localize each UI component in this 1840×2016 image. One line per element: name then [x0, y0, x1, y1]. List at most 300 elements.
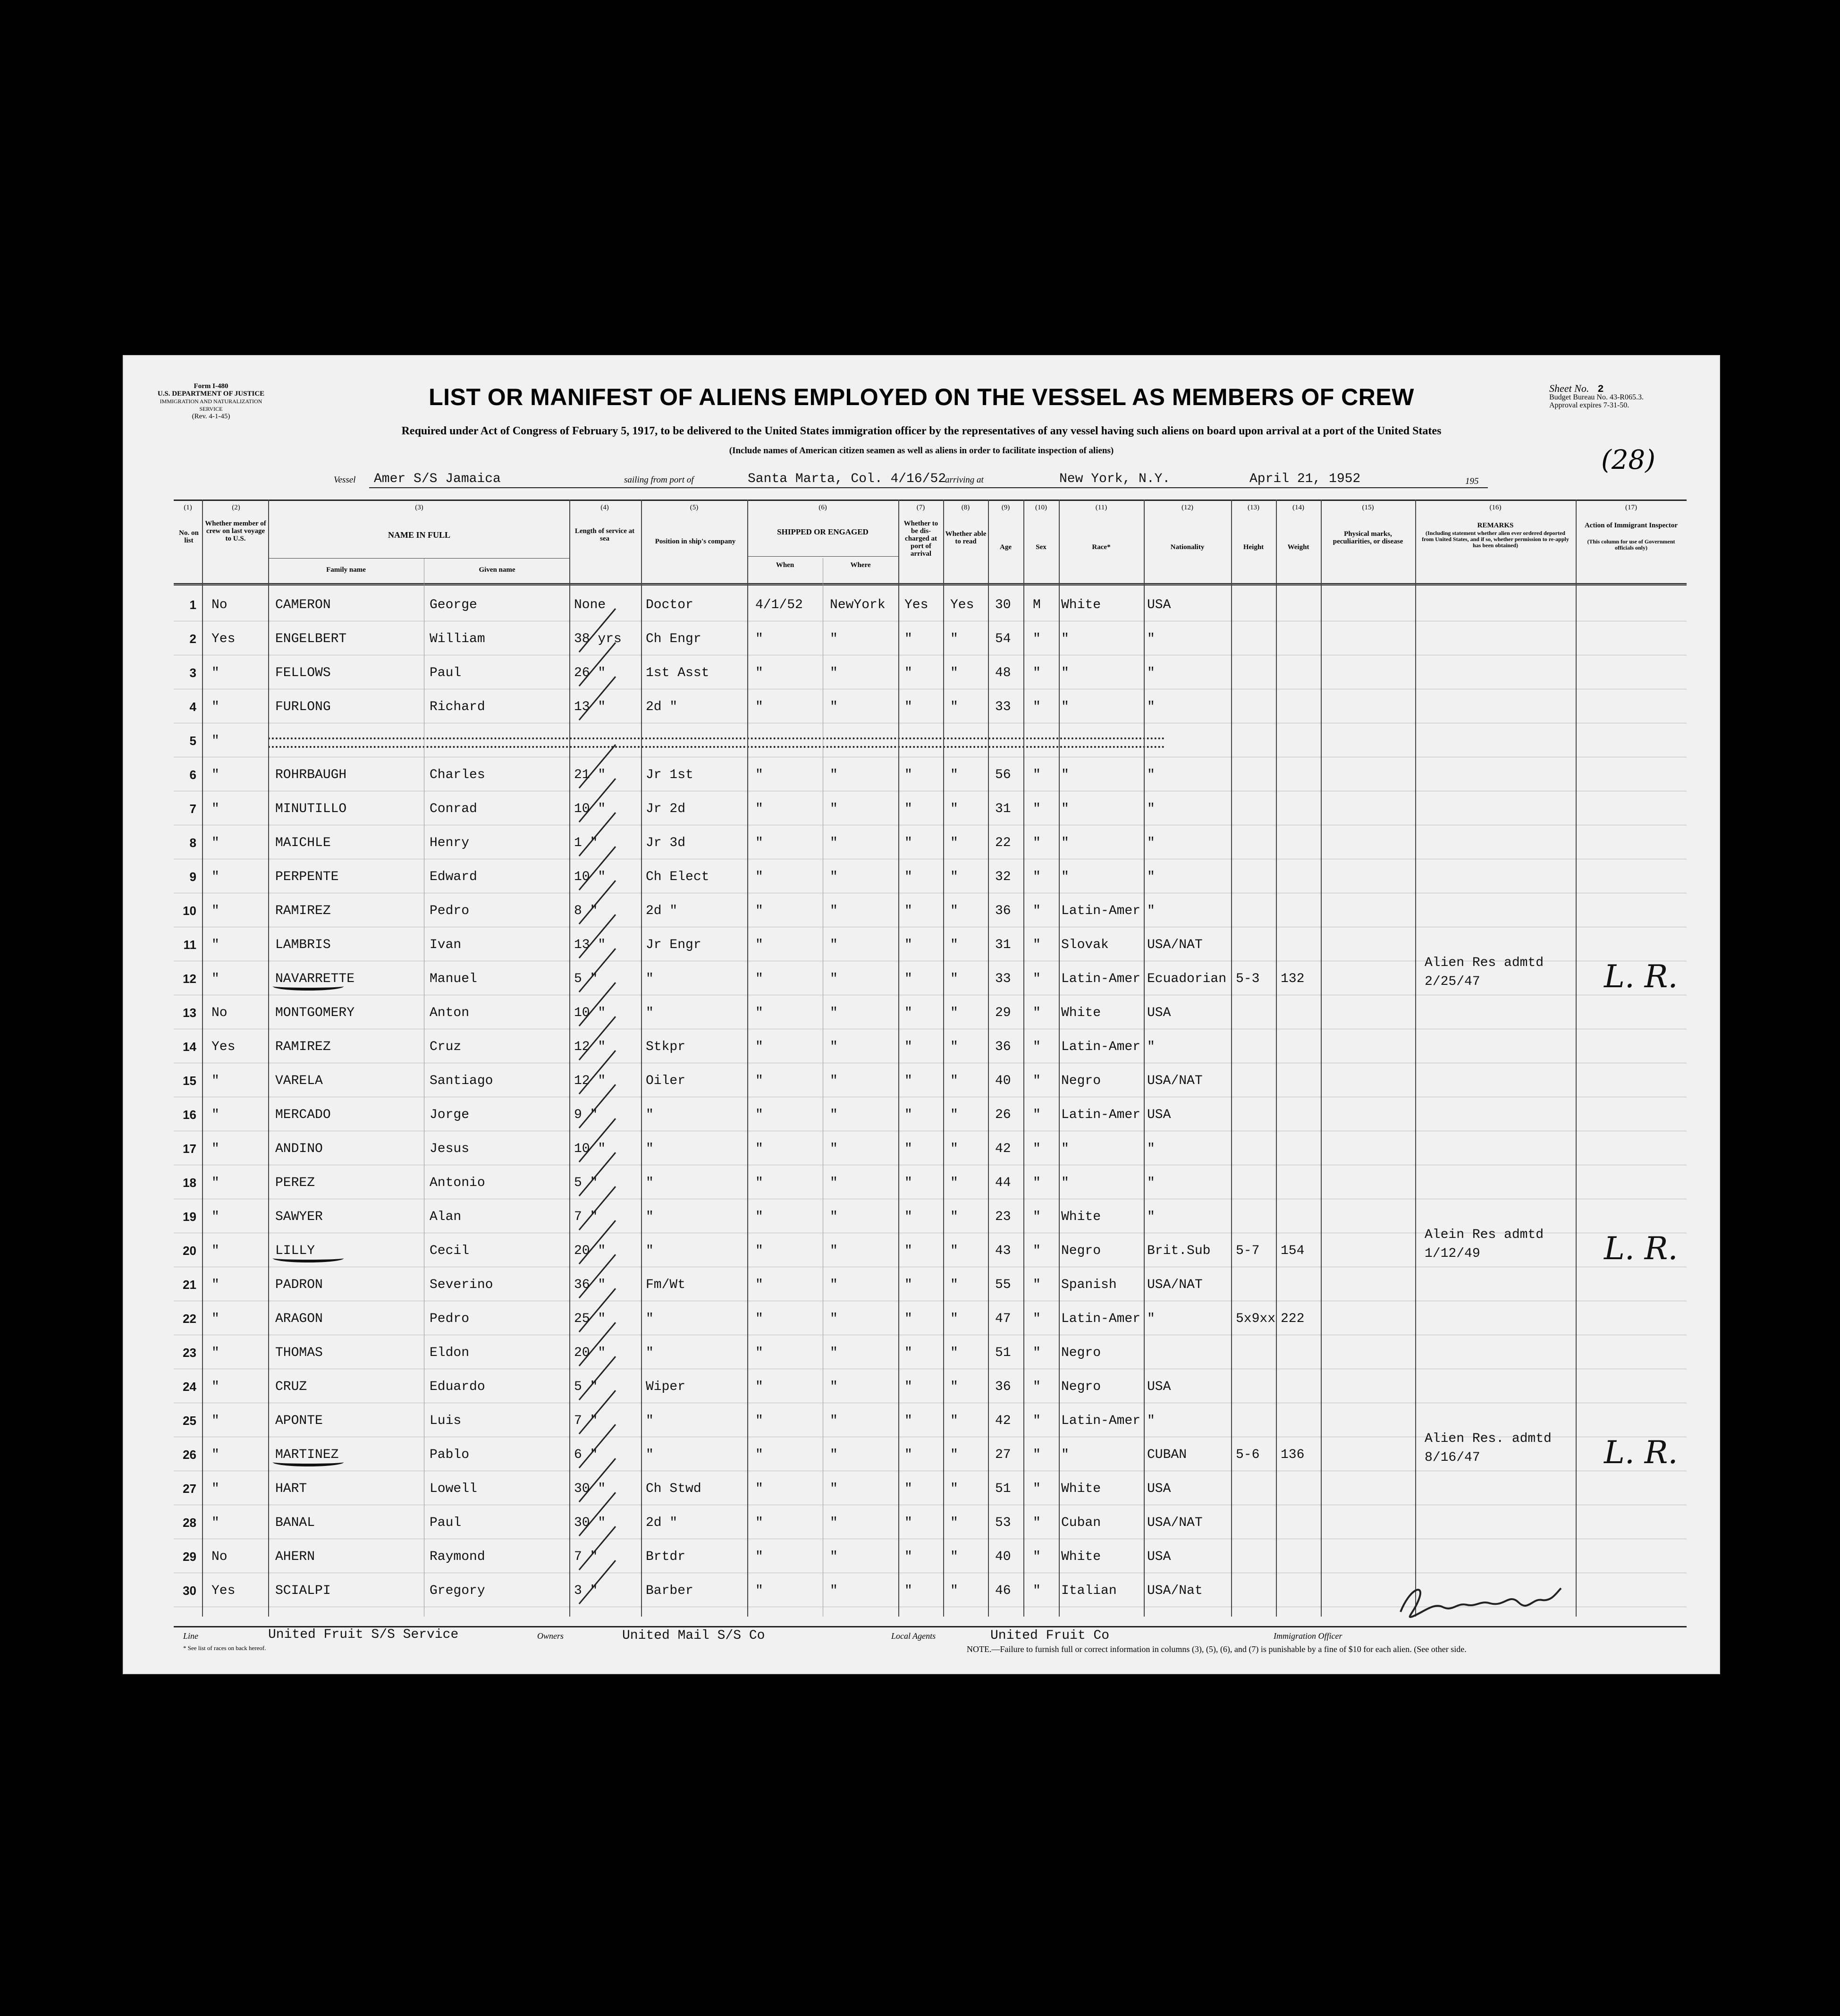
cell-read: " [950, 1414, 958, 1428]
cell-last: Yes [211, 1040, 236, 1054]
cell-length: 12 " [574, 1074, 606, 1088]
cell-age: 55 [995, 1278, 1011, 1292]
cell-nationality: " [1147, 1312, 1155, 1326]
cell-position: Ch Engr [646, 632, 701, 646]
colnum-16: (16) [1489, 504, 1502, 511]
cell-family-name: MINUTILLO [275, 802, 347, 816]
colnum-11: (11) [1095, 504, 1107, 511]
cell-sex: " [1033, 972, 1041, 986]
colnum-10: (10) [1035, 504, 1047, 511]
cell-family-name: ENGELBERT [275, 632, 347, 646]
cell-nationality: USA/NAT [1147, 1516, 1203, 1530]
header-remarks-sub: (Including statement whether alien ever ordered deported from United States, and if so, whether permission to re-apply has been obtained) [1422, 530, 1569, 549]
cell-given-name: Jesus [430, 1142, 470, 1156]
cell-sex: " [1033, 1516, 1041, 1530]
cell-length: 13 " [574, 938, 606, 952]
vessel-name: Amer S/S Jamaica [374, 472, 501, 486]
cell-row-number: 1 [189, 598, 196, 612]
page-subtitle: Required under Act of Congress of February 5, 1917, to be delivered to the United States immigration officer by the representatives of any vessel having such aliens on board upon arrival at a port of the United States [401, 425, 1442, 437]
cell-row-number: 14 [183, 1040, 196, 1054]
cell-where: " [830, 1516, 838, 1530]
cell-race: Latin-Amer [1061, 972, 1141, 986]
cell-age: 42 [995, 1142, 1011, 1156]
cell-race: White [1061, 1550, 1101, 1564]
service-name: IMMIGRATION AND NATURALIZATION SERVICE [160, 398, 262, 412]
cell-discharged: " [904, 1414, 912, 1428]
cell-given-name: Charles [430, 768, 485, 782]
header-member-last: Whether member of crew on last voyage to U.S. [205, 520, 266, 542]
table-row [174, 956, 1687, 995]
cell-where: " [830, 972, 838, 986]
cell-last: No [211, 1550, 228, 1564]
cell-length: 7 " [574, 1414, 598, 1428]
cell-last: " [211, 1482, 219, 1496]
cell-length: 20 " [574, 1346, 606, 1360]
cell-sex: " [1033, 1006, 1041, 1020]
header-action: Action of Immigrant Inspector [1584, 522, 1678, 529]
cell-nationality: Ecuadorian [1147, 972, 1227, 986]
cell-family-name: FELLOWS [275, 666, 331, 680]
cell-read: " [950, 1448, 958, 1462]
cell-last: " [211, 870, 219, 884]
cell-where: " [830, 1550, 838, 1564]
cell-discharged: " [904, 1176, 912, 1190]
table-row [174, 1029, 1687, 1063]
cell-row-number: 5 [189, 734, 196, 748]
cell-given-name: Severino [430, 1278, 493, 1292]
cell-position: " [646, 1312, 654, 1326]
cell-age: 29 [995, 1006, 1011, 1020]
cell-sex: " [1033, 1414, 1041, 1428]
header-read: Whether able to read [945, 530, 987, 545]
cell-discharged: Yes [904, 598, 928, 612]
cell-when: " [755, 1584, 763, 1598]
cell-sex: " [1033, 700, 1041, 714]
cell-last: " [211, 1108, 219, 1122]
cell-read: " [950, 1108, 958, 1122]
sheet-label: Sheet No. [1549, 382, 1589, 394]
cell-when: " [755, 870, 763, 884]
cell-discharged: " [904, 904, 912, 918]
cell-family-name: LAMBRIS [275, 938, 331, 952]
cell-discharged: " [904, 836, 912, 850]
cell-read: " [950, 972, 958, 986]
cell-position: Wiper [646, 1380, 686, 1394]
cell-position: " [646, 1346, 654, 1360]
cell-weight: 154 [1281, 1244, 1305, 1258]
budget-bureau: Budget Bureau No. 43-R065.3. [1549, 393, 1644, 401]
cell-nationality: " [1147, 1176, 1155, 1190]
cell-race: " [1061, 1176, 1069, 1190]
cell-length: 10 " [574, 870, 606, 884]
cell-where: " [830, 802, 838, 816]
cell-race: Latin-Amer [1061, 1312, 1141, 1326]
cell-length: 7 " [574, 1550, 598, 1564]
cell-sex: " [1033, 1210, 1041, 1224]
cell-sex: " [1033, 904, 1041, 918]
cell-length: 8 " [574, 904, 598, 918]
header-height: Height [1243, 543, 1264, 551]
cell-row-number: 30 [183, 1584, 196, 1598]
cell-family-name: LILLY [275, 1244, 315, 1258]
cell-read: " [950, 1380, 958, 1394]
cell-read: " [950, 904, 958, 918]
header-length: Length of service at sea [574, 527, 635, 542]
form-revision: (Rev. 4-1-45) [192, 413, 230, 420]
cell-discharged: " [904, 1584, 912, 1598]
cell-read: " [950, 1006, 958, 1020]
cell-nationality: USA/NAT [1147, 938, 1203, 952]
cell-given-name: Antonio [430, 1176, 485, 1190]
cell-row-number: 13 [183, 1006, 196, 1020]
cell-position: Oiler [646, 1074, 686, 1088]
cell-last: " [211, 768, 219, 782]
cell-last: " [211, 1516, 219, 1530]
colnum-5: (5) [690, 504, 699, 511]
cell-length: 9 " [574, 1108, 598, 1122]
sheet-number: 2 [1597, 383, 1604, 395]
cell-race: " [1061, 632, 1069, 646]
cell-discharged: " [904, 1482, 912, 1496]
cell-where: " [830, 870, 838, 884]
cell-sex: " [1033, 632, 1041, 646]
cell-nationality: Brit.Sub [1147, 1244, 1211, 1258]
cell-position: " [646, 1414, 654, 1428]
cell-where: " [830, 1074, 838, 1088]
cell-sex: " [1033, 666, 1041, 680]
cell-last: " [211, 1142, 219, 1156]
sheet-info [1549, 384, 1705, 409]
cell-given-name: Luis [430, 1414, 462, 1428]
cell-sex: " [1033, 1482, 1041, 1496]
race-footnote: * See list of races on back hereof. [183, 1644, 266, 1652]
cell-family-name: ANDINO [275, 1142, 323, 1156]
cell-race: Latin-Amer [1061, 1414, 1141, 1428]
cell-given-name: Raymond [430, 1550, 485, 1564]
cell-row-number: 10 [183, 904, 196, 918]
cell-when: " [755, 1108, 763, 1122]
cell-position: " [646, 1142, 654, 1156]
cell-race: " [1061, 666, 1069, 680]
cell-race: White [1061, 598, 1101, 612]
cell-family-name: CAMERON [275, 598, 331, 612]
cell-age: 47 [995, 1312, 1011, 1326]
cell-race: " [1061, 700, 1069, 714]
table-row [174, 757, 1687, 791]
cell-row-number: 4 [189, 700, 196, 714]
cell-family-name: AHERN [275, 1550, 315, 1564]
cell-read: " [950, 1516, 958, 1530]
cell-family-name: ARAGON [275, 1312, 323, 1326]
cell-family-name: FURLONG [275, 700, 331, 714]
table-row [174, 995, 1687, 1029]
cell-length: 20 " [574, 1244, 606, 1258]
cell-sex: M [1033, 598, 1041, 612]
cell-nationality: " [1147, 836, 1155, 850]
cell-where: " [830, 700, 838, 714]
cell-given-name: Pedro [430, 1312, 470, 1326]
officer-label: Immigration Officer [1274, 1631, 1342, 1641]
cell-sex: " [1033, 938, 1041, 952]
cell-given-name: Conrad [430, 802, 477, 816]
cell-read: " [950, 1550, 958, 1564]
header-weight: Weight [1287, 543, 1309, 551]
table-row [174, 1505, 1687, 1539]
cell-when: 4/1/52 [755, 598, 803, 612]
cell-family-name: HART [275, 1482, 307, 1496]
cell-weight: 136 [1281, 1448, 1305, 1462]
table-row [174, 1471, 1687, 1505]
cell-given-name: Lowell [430, 1482, 477, 1496]
cell-row-number: 15 [183, 1074, 196, 1088]
cell-age: 26 [995, 1108, 1011, 1122]
cell-position: " [646, 972, 654, 986]
cell-race: White [1061, 1482, 1101, 1496]
cell-sex: " [1033, 1448, 1041, 1462]
colnum-17: (17) [1625, 504, 1637, 511]
cell-sex: " [1033, 1040, 1041, 1054]
cell-discharged: " [904, 1550, 912, 1564]
cell-sex: " [1033, 1074, 1041, 1088]
cell-nationality: " [1147, 1414, 1155, 1428]
table-row [174, 1369, 1687, 1403]
colnum-14: (14) [1292, 504, 1304, 511]
cell-action: L. R. [1604, 1230, 1678, 1267]
cell-age: 32 [995, 870, 1011, 884]
page-subtitle-note: (Include names of American citizen seamen as well as aliens in order to facilitate inspection of aliens) [729, 446, 1114, 456]
table-row [174, 1539, 1687, 1573]
cell-sex: " [1033, 802, 1041, 816]
cell-race: " [1061, 768, 1069, 782]
arriving-label: arriving at [945, 475, 984, 485]
cell-discharged: " [904, 700, 912, 714]
colnum-4: (4) [600, 504, 609, 511]
cell-sex: " [1033, 768, 1041, 782]
to-port: New York, N.Y. [1059, 472, 1171, 486]
cell-height: 5x9xx [1236, 1312, 1276, 1326]
cell-length: 5 " [574, 1176, 598, 1190]
cell-row-number: 11 [183, 938, 196, 952]
cell-position: Barber [646, 1584, 693, 1598]
manifest-sheet [124, 356, 1719, 1673]
cell-age: 33 [995, 700, 1011, 714]
cell-nationality: " [1147, 700, 1155, 714]
cell-family-name: RAMIREZ [275, 1040, 331, 1054]
cell-given-name: Paul [430, 666, 462, 680]
cell-position: " [646, 1210, 654, 1224]
cell-race: Negro [1061, 1074, 1101, 1088]
cell-when: " [755, 1006, 763, 1020]
cell-when: " [755, 1278, 763, 1292]
cell-nationality: CUBAN [1147, 1448, 1187, 1462]
cell-last: " [211, 734, 219, 748]
cell-given-name: Richard [430, 700, 485, 714]
table-row [174, 1131, 1687, 1165]
table-row [174, 1335, 1687, 1369]
cell-last: Yes [211, 632, 236, 646]
cell-last: " [211, 1074, 219, 1088]
cell-position: Ch Stwd [646, 1482, 701, 1496]
cell-where: " [830, 1584, 838, 1598]
cell-where: " [830, 1414, 838, 1428]
cell-length: 30 " [574, 1482, 606, 1496]
cell-when: " [755, 836, 763, 850]
cell-nationality: USA/Nat [1147, 1584, 1203, 1598]
cell-discharged: " [904, 870, 912, 884]
cell-family-name: PADRON [275, 1278, 323, 1292]
cell-nationality: " [1147, 1210, 1155, 1224]
cell-sex: " [1033, 1278, 1041, 1292]
cell-row-number: 7 [189, 802, 196, 816]
cell-nationality: " [1147, 768, 1155, 782]
cell-given-name: George [430, 598, 477, 612]
cell-age: 43 [995, 1244, 1011, 1258]
cell-given-name: Santiago [430, 1074, 493, 1088]
cell-read: " [950, 632, 958, 646]
cell-where: " [830, 1210, 838, 1224]
cell-nationality: USA [1147, 1108, 1171, 1122]
cell-race: White [1061, 1006, 1101, 1020]
cell-sex: " [1033, 1142, 1041, 1156]
name-underline-mark [273, 1254, 344, 1262]
cell-when: " [755, 700, 763, 714]
cell-given-name: Cecil [430, 1244, 470, 1258]
cell-row-number: 8 [189, 836, 196, 850]
name-underline-mark [273, 1458, 344, 1466]
cell-age: 36 [995, 904, 1011, 918]
cell-race: Cuban [1061, 1516, 1101, 1530]
cell-when: " [755, 1142, 763, 1156]
cell-sex: " [1033, 1550, 1041, 1564]
cell-remarks: Alein Res admtd 1/12/49 [1425, 1228, 1544, 1261]
table-body [174, 587, 1687, 1621]
cell-discharged: " [904, 1448, 912, 1462]
cell-row-number: 27 [183, 1482, 196, 1496]
cell-where: " [830, 836, 838, 850]
cell-when: " [755, 972, 763, 986]
cell-length: 26 " [574, 666, 606, 680]
cell-length: 6 " [574, 1448, 598, 1462]
cell-sex: " [1033, 870, 1041, 884]
cell-length: 12 " [574, 1040, 606, 1054]
cell-nationality: " [1147, 1040, 1155, 1054]
cell-length: 25 " [574, 1312, 606, 1326]
cell-position: Stkpr [646, 1040, 686, 1054]
header-shipped: SHIPPED OR ENGAGED [777, 527, 869, 536]
line-name: United Fruit S/S Service [268, 1627, 459, 1642]
colnum-12: (12) [1182, 504, 1193, 511]
cell-nationality: " [1147, 802, 1155, 816]
cell-length: 38 yrs [574, 632, 622, 646]
cell-nationality: " [1147, 666, 1155, 680]
cell-where: " [830, 1482, 838, 1496]
cell-family-name: SAWYER [275, 1210, 323, 1224]
cell-length: 13 " [574, 700, 606, 714]
cell-last: " [211, 700, 219, 714]
table-row [174, 587, 1687, 621]
cell-age: 48 [995, 666, 1011, 680]
immigration-officer-signature [1391, 1579, 1580, 1626]
cell-given-name: Cruz [430, 1040, 462, 1054]
cell-where: " [830, 1142, 838, 1156]
cell-given-name: Eldon [430, 1346, 470, 1360]
cell-family-name: MONTGOMERY [275, 1006, 355, 1020]
cell-length: 3 " [574, 1584, 598, 1598]
cell-read: " [950, 1142, 958, 1156]
cell-age: 53 [995, 1516, 1011, 1530]
cell-last: " [211, 1176, 219, 1190]
cell-where: " [830, 1244, 838, 1258]
cell-discharged: " [904, 1312, 912, 1326]
cell-family-name: SCIALPI [275, 1584, 331, 1598]
cell-length: 10 " [574, 1142, 606, 1156]
cell-where: " [830, 768, 838, 782]
cell-age: 36 [995, 1380, 1011, 1394]
cell-position: Jr Engr [646, 938, 701, 952]
table-row [174, 723, 1687, 757]
cell-discharged: " [904, 1346, 912, 1360]
cell-given-name: Jorge [430, 1108, 470, 1122]
cell-age: 22 [995, 836, 1011, 850]
cell-race: Slovak [1061, 938, 1109, 952]
cell-last: " [211, 972, 219, 986]
cell-sex: " [1033, 1312, 1041, 1326]
cell-length: 5 " [574, 972, 598, 986]
cell-family-name: MAICHLE [275, 836, 331, 850]
cell-age: 40 [995, 1074, 1011, 1088]
cell-remarks: Alien Res admtd 2/25/47 [1425, 956, 1544, 989]
cell-last: " [211, 836, 219, 850]
cell-where: " [830, 1278, 838, 1292]
cell-height: 5-3 [1236, 972, 1260, 986]
cell-when: " [755, 1040, 763, 1054]
cell-age: 56 [995, 768, 1011, 782]
table-row [174, 1063, 1687, 1097]
cell-given-name: Ivan [430, 938, 462, 952]
cell-length: 36 " [574, 1278, 606, 1292]
cell-sex: " [1033, 1346, 1041, 1360]
header-age: Age [1000, 543, 1012, 551]
cell-discharged: " [904, 666, 912, 680]
cell-last: " [211, 802, 219, 816]
cell-position: " [646, 1448, 654, 1462]
header-action-sub: (This column for use of Government officials only) [1587, 538, 1675, 551]
cell-discharged: " [904, 1040, 912, 1054]
form-number: Form I-480 [194, 382, 228, 390]
cell-age: 44 [995, 1176, 1011, 1190]
cell-last: " [211, 1346, 219, 1360]
cell-where: " [830, 1040, 838, 1054]
cell-age: 46 [995, 1584, 1011, 1598]
table-row [174, 621, 1687, 655]
cell-where: NewYork [830, 598, 886, 612]
cell-when: " [755, 666, 763, 680]
cell-height: 5-7 [1236, 1244, 1260, 1258]
cell-family-name: BANAL [275, 1516, 315, 1530]
cell-where: " [830, 1176, 838, 1190]
cell-discharged: " [904, 938, 912, 952]
table-row [174, 1267, 1687, 1301]
cell-last: Yes [211, 1584, 236, 1598]
handwritten-page-number: (28) [1601, 445, 1655, 475]
cell-length: 30 " [574, 1516, 606, 1530]
header-name-full: NAME IN FULL [388, 530, 450, 540]
penalty-note: NOTE.—Failure to furnish full or correct information in columns (3), (5), (6), and (7) is punishable by a fine of $10 for each alien. (See other side. [967, 1644, 1467, 1654]
cell-race: " [1061, 802, 1069, 816]
cell-discharged: " [904, 1380, 912, 1394]
cell-row-number: 2 [189, 632, 196, 646]
cell-position: 1st Asst [646, 666, 709, 680]
